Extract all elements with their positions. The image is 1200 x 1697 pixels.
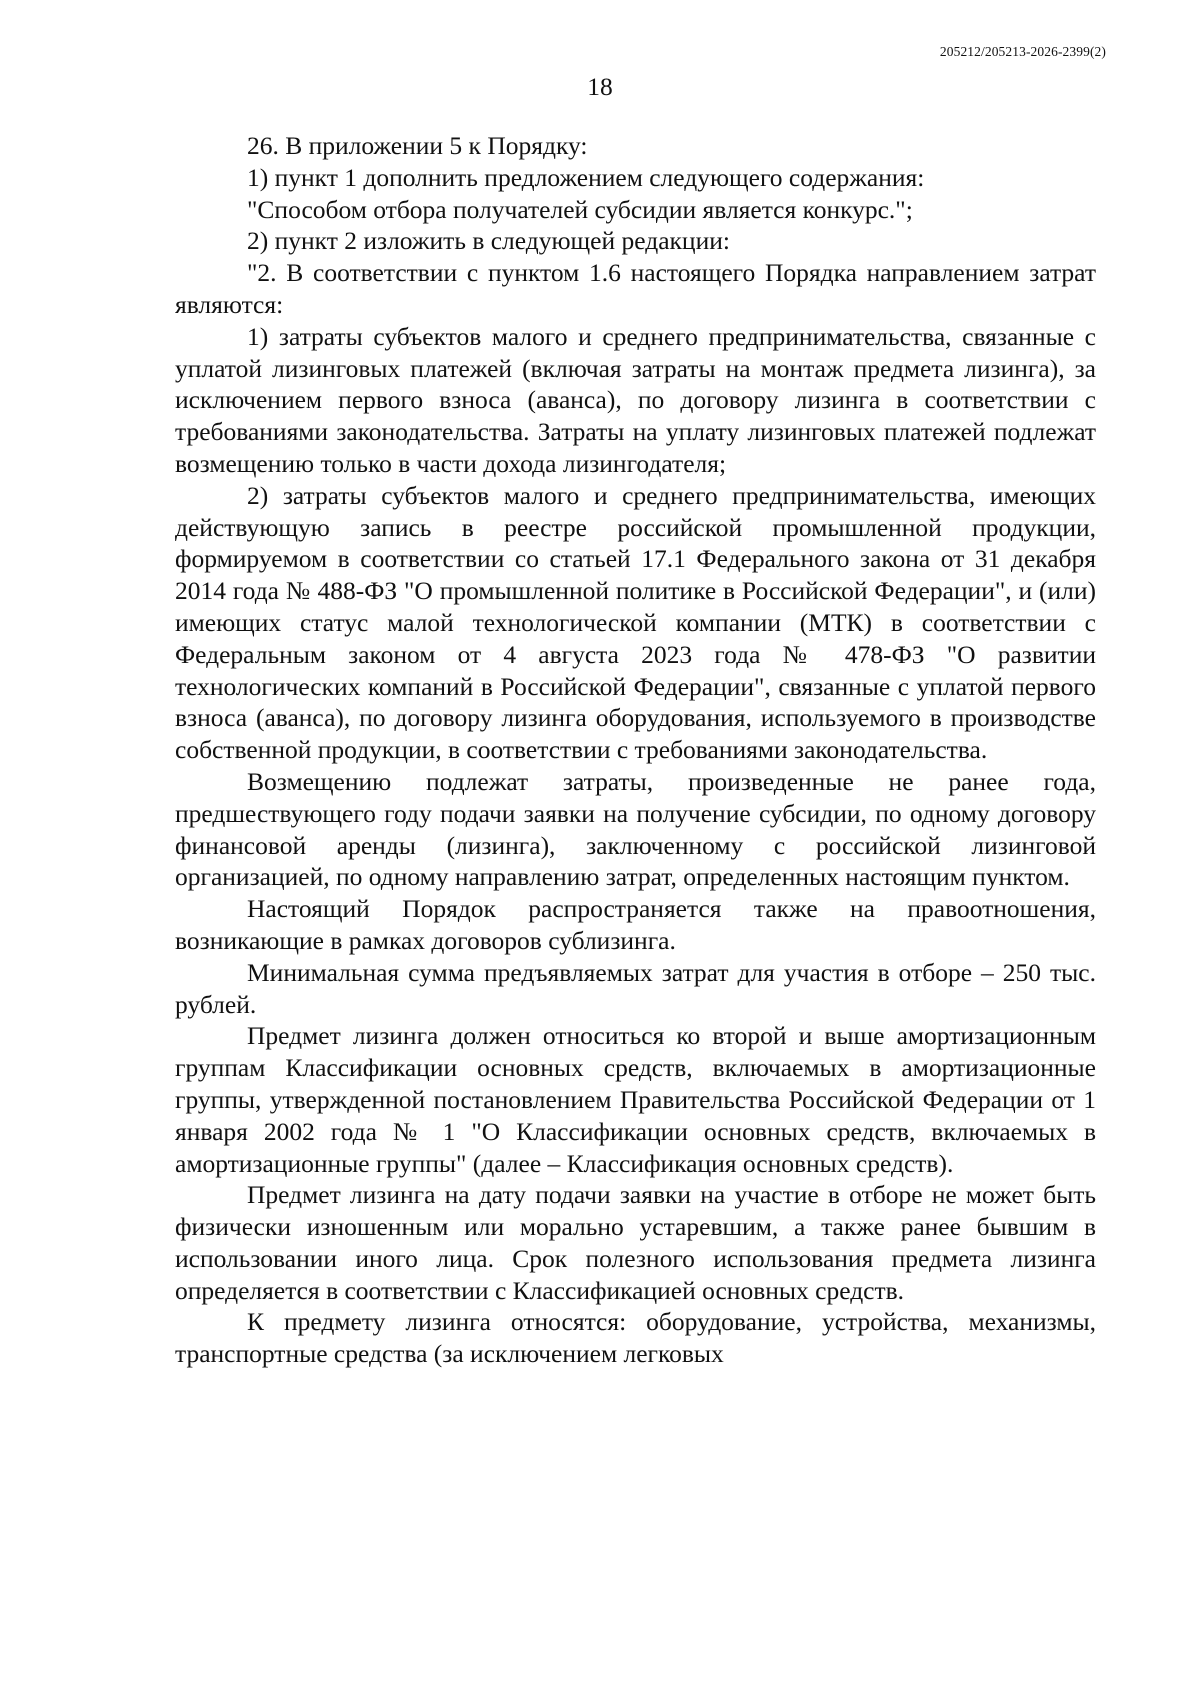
- paragraph-depreciation-groups: Предмет лизинга должен относиться ко второй и выше амортизационным группам Классификации основных средств, включаемых в амортизационные группы, утвержденной постановлением Правительства Российской Федерации от 1 января 2002 года № 1 "О Классификации основных средств, включаемых в амортизационные группы" (далее – Классификация основных средств).: [175, 1021, 1096, 1178]
- paragraph-subitem-1: 1) пункт 1 дополнить предложением следующего содержания:: [247, 162, 925, 192]
- paragraph-lease-subject-condition: Предмет лизинга на дату подачи заявки на участие в отборе не может быть физически изношенным или морально устаревшим, а также ранее бывшим в использовании иного лица. Срок полезного использования предмета лизинга определяется в соответствии с Классификацией основных средств.: [175, 1180, 1096, 1305]
- paragraph-quote-selection-method: "Способом отбора получателей субсидии является конкурс.";: [247, 194, 913, 224]
- paragraph-cost-type-2: 2) затраты субъектов малого и среднего предпринимательства, имеющих действующую запись в реестре российской промышленной продукции, формируемом в соответствии со статьей 17.1 Федерального закона от 31 декабря 2014 года № 488-ФЗ "О промышленной политике в Российской Федерации", и (или) имеющих статус малой технологической компании (МТК) в соответствии с Федеральным законом от 4 августа 2023 года № 478-ФЗ "О развитии технологических компаний в Российской Федерации", связанные с уплатой первого взноса (аванса), по договору лизинга оборудования, используемого в производстве собственной продукции, в соответствии с требованиями законодательства.: [175, 480, 1096, 765]
- paragraph-cost-directions: "2. В соответствии с пунктом 1.6 настоящего Порядка направлением затрат являются:: [175, 258, 1096, 319]
- paragraph-lease-subject-list: К предмету лизинга относятся: оборудование, устройства, механизмы, транспортные средства (за исключением легковых: [175, 1307, 1096, 1369]
- paragraph-reimbursement-terms: Возмещению подлежат затраты, произведенные не ранее года, предшествующего году подачи заявки на получение субсидии, по одному договору финансовой аренды (лизинга), заключенному с российской лизинговой организацией, по одному направлению затрат, определенных настоящим пунктом.: [175, 766, 1096, 892]
- paragraph-subitem-2: 2) пункт 2 изложить в следующей редакции:: [247, 226, 730, 256]
- paragraph-sublease: Настоящий Порядок распространяется также на правоотношения, возникающие в рамках договоров сублизинга.: [175, 894, 1096, 955]
- paragraph-minimum-amount: Минимальная сумма предъявляемых затрат для участия в отборе – 250 тыс. рублей.: [175, 957, 1096, 1019]
- paragraph-item-26: 26. В приложении 5 к Порядку:: [247, 131, 588, 160]
- page-number: 18: [587, 72, 613, 101]
- paragraph-cost-type-1: 1) затраты субъектов малого и среднего предпринимательства, связанные с уплатой лизинговых платежей (включая затраты на монтаж предмета лизинга), за исключением первого взноса (аванса), по договору лизинга в соответствии с требованиями законодательства. Затраты на уплату лизинговых платежей подлежат возмещению только в части дохода лизингодателя;: [175, 321, 1096, 478]
- document-body: [175, 130, 1096, 1370]
- document-registration-number: 205212/205213-2026-2399(2): [939, 44, 1106, 59]
